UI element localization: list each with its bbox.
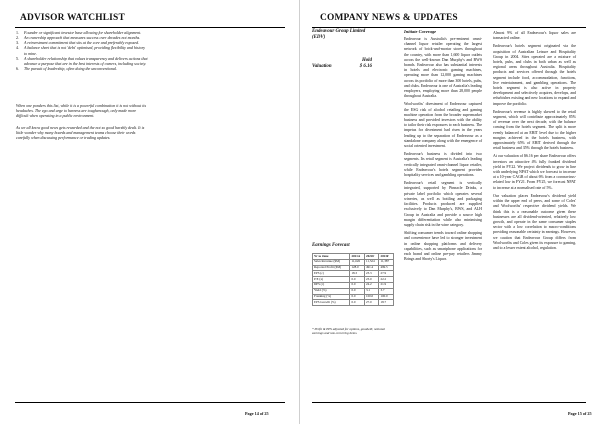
table-row: Franking (%) 0.0 100.0 100.0 — [313, 294, 394, 300]
recommendation-block — [312, 58, 372, 70]
earnings-forecast-title: Earnings Forecast — [312, 243, 350, 248]
article-paragraph: Almost 9% of all Endeavour's liquor sales are transacted online. — [493, 31, 576, 41]
table-row: Sales Revenue ($M) 11,626 11,524 11,387 — [313, 259, 394, 265]
table-row: P/E (x) 0.0 23.0 22.2 — [313, 277, 394, 283]
valuation-label: Valuation — [312, 64, 332, 69]
table-row: DPS (c) 0.0 24.2 21.9 — [313, 282, 394, 288]
article-paragraph: Shifting consumer trends toward online shopping and convenience have led to stronger investment in online shopping platforms and delivery capabilities, such as smartphone applications for each brand and online pre-pay retailers Jimmy Brings and Shorty's Liquor. — [404, 231, 482, 262]
watchlist-paragraph: When one ponders this list, while it is a powerful combination it is not without its headaches. The ego and urge to harness are toughenough, only made more difficult when operating in a public environment. — [16, 103, 147, 119]
article-paragraph: Endeavour's retail segment is vertically integrated, supported by Pinnacle Drinks, a private label portfolio which operates several wineries, as well as bottling and packaging facilities. Products produced are supplied exclusively to Dan Murphy's, BWS, and ALH Group in Australia and provide a source high margin differentiation while also minimising supply chain risk in the wine category. — [404, 181, 482, 227]
table-row: EPS (c) 18.3 23.3 27.9 — [313, 271, 394, 277]
header-rule — [312, 27, 586, 28]
table-row: Yield (%) 0.0 3.1 3.7 — [313, 288, 394, 294]
page-header-watchlist: ADVISOR WATCHLIST — [20, 13, 125, 23]
page-header-company-news: COMPANY NEWS & UPDATES — [320, 13, 458, 23]
article-paragraph: Endeavour's hotels segment originated via the acquisition of Australian Leisure and Hospitality Group in 2004. Sites operated are a mixture of hotels, pubs, and clubs in both urban as well as regional areas throughout Australia. Hospitality products and services offered through the hotels segment include food, accommodation, functions, live entertainment, and gambling operations. The hotels segment is also active in property development and selectively acquires, develops, and refurbishes existing and new locations to expand and improve the portfolio. — [493, 44, 576, 106]
article-paragraph: At our valuation of $6.16 per share Endeavour offers investors an attractive 4% fully franked dividend yield in FY22. We project dividends to grow in line with underlying NPAT which we forecast to increase at a 10-year CAGR of about 6% from a coronavirus-related low in FY21. From FY25, we forecast NPAT to increase at a normalised rate of 5%. — [493, 154, 576, 190]
coverage-title: Initiate Coverage — [404, 29, 437, 34]
article-paragraph: Our valuation places Endeavour's dividend yield within the upper end of peers, and some of Coles' and Woolworths' respective dividend yields. We think this is a reasonable outcome given these businesses are all dividend-oriented, relatively low growth, and operate in the same consumer staples sector with a low correlation to macro-conditions providing reasonable certainty in earnings. However, we caution that Endeavour Group differs from Woolworths and Coles given its exposure to gaming, and to a lesser extent alcohol, regulation. — [493, 193, 576, 250]
right-page — [300, 0, 600, 424]
article-paragraph: Endeavour is Australia's pre-eminent omni-channel liquor retailer operating the largest network of brick-and-mortar stores throughout the country, with more than 1,600 liquor outlets across the well-known Dan Murphy's and BWS brands. Endeavour also has substantial interests in hotels and electronic gaming machines, operating more than 12,000 gaming machines across its portfolio of more than 300 hotels, pubs, and clubs. Endeavour is one of Australia's leading employers, employing more than 28,000 people throughout Australia. — [404, 37, 482, 99]
header-rule — [15, 27, 285, 28]
earnings-forecast-table — [312, 253, 394, 306]
footer-rule — [312, 402, 586, 403]
table-header-row: Yr to June 2021A 2022F 2023F — [313, 254, 394, 260]
valuation-row — [312, 64, 372, 70]
earnings-forecast-footnote: * Profit & EPS adjusted for options, goodwill, notional earnings and non-recurring items. — [312, 327, 385, 335]
page-number: Page 15 of 25 — [568, 411, 592, 416]
watchlist-list — [16, 30, 148, 71]
table-row: Reported Profit ($M) 128.0 491.4 499.5 — [313, 265, 394, 271]
list-item: 2. An ownership approach that measures success over decades not months. — [16, 35, 141, 41]
table-row: EPS Growth (%) 0.0 27.0 18.7 — [313, 300, 394, 306]
article-paragraph: Endeavour's revenue is highly skewed to the retail segment, which will contribute approximately 85% of revenue over the next decade, with the balance coming from the hotels segment. The split is more evenly balanced at an EBIT level due to the higher margins achieved in the hotels business, with approximately 65% of EBIT derived through the retail business and 35% through the hotels business. — [493, 109, 576, 151]
article-column-3 — [493, 31, 576, 254]
list-item: 3. A reinvestment commitment that sits at the core and preferably exposed. — [16, 40, 140, 46]
list-item: 4. A balance sheet that is not 'debt' optimised, providing flexibility and history to mine. — [16, 45, 146, 56]
article-column-2 — [404, 37, 482, 265]
company-name: Endeavour Group Limited (EDV) — [312, 29, 366, 40]
list-item: 1. Founder or significant investor base allowing for shareholder alignment. — [16, 30, 142, 35]
footer-rule — [15, 402, 285, 403]
watchlist-paragraph: As we all know good news gets rewarded and the not so good harshly dealt. It is little wonder why many boards and management teams choose their words carefully when discussing performance or trading updates. — [16, 125, 145, 141]
article-paragraph: Endeavour's business is divided into two segments. Its retail segment is Australia's leading vertically integrated omni-channel liquor retailer, while Endeavour's hotels segment provides hospitality services and gambling operations. — [404, 152, 482, 178]
page-number: Page 14 of 25 — [245, 411, 269, 416]
list-item: 5. A shareholder relationship that values transparency and delivers actions that advance a purpose that are in the best interests of owners, including society. — [16, 55, 148, 66]
valuation-value: $ 6.16 — [359, 64, 372, 69]
list-item: 6. The pursuit of leadership, often doing the unconventional. — [16, 66, 117, 72]
recommendation: Hold — [361, 58, 372, 63]
article-paragraph: Woolworths' divestment of Endeavour captured the ESG risk of alcohol retailing and gaming machine operation from the broader supermarket business and provided investors with the ability to tailor their risk exposures to each business. The impetus for divestment had risen in the years leading up to the separation of Endeavour as a standalone company along with the emergence of social oriented investment. — [404, 102, 482, 149]
